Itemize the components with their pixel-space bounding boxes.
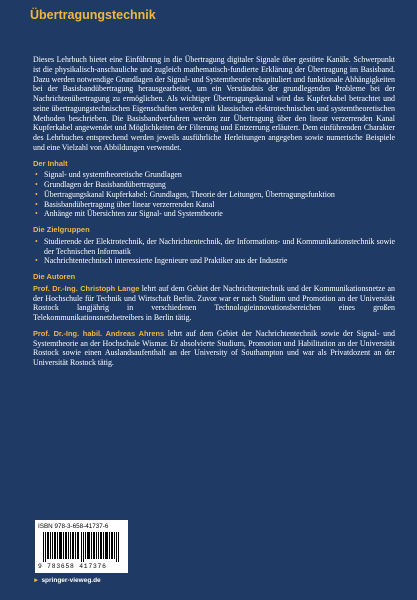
- title-band: [0, 0, 417, 45]
- zielgruppen-list: [33, 237, 395, 266]
- list-item: • Grundlagen der Basisbandübertragung: [33, 180, 395, 190]
- author-1-name: Prof. Dr.-Ing. Christoph Lange: [33, 283, 140, 293]
- list-item: • Nachrichtentechnisch interessierte Ingenieure und Praktiker aus der Industrie: [33, 256, 395, 266]
- publisher-url-text: springer-vieweg.de: [41, 577, 101, 584]
- author-2-bio: [33, 329, 395, 368]
- inhalt-list: [33, 170, 395, 219]
- inhalt-heading: Der Inhalt: [33, 158, 68, 168]
- isbn-barcode-box: [35, 520, 128, 573]
- isbn-label: ISBN 978-3-658-41737-6: [38, 523, 109, 530]
- author-1-bio: [33, 284, 395, 323]
- list-item: • Übertragungskanal Kupferkabel: Grundlagen, Theorie der Leitungen, Übertragungsfunktion: [33, 190, 395, 200]
- autoren-heading: Die Autoren: [33, 272, 76, 281]
- barcode-icon: [43, 532, 121, 562]
- author-1-text: lehrt auf dem Gebiet der Nachrichtentechnik und der Kommunikationsnetze an der Hochschule für Technik und Wirtschaft Berlin. Zuvor war er nach Studium und Promotion an der Universität Rostock langjährig in verschiedenen Technologieinnovationsbereichen eines großen Telekommunikationsnetzbetreibers in Berlin tätig.: [33, 283, 395, 322]
- list-item: • Studierende der Elektrotechnik, der Nachrichtentechnik, der Informations- und Kommunikationstechnik sowie der Technischen Informatik: [33, 237, 395, 257]
- book-title: Übertragungstechnik: [30, 8, 156, 22]
- cover-text: [33, 55, 395, 374]
- author-2-name: Prof. Dr.-Ing. habil. Andreas Ahrens: [33, 328, 165, 338]
- publisher-link[interactable]: [33, 577, 101, 584]
- list-item: • Anhänge mit Übersichten zur Signal- und Systemtheorie: [33, 209, 395, 219]
- list-item: • Signal- und systemtheoretische Grundlagen: [33, 170, 395, 180]
- barcode-digits: 9 783658 417376: [38, 563, 107, 570]
- zielgruppen-heading: Die Zielgruppen: [33, 225, 90, 234]
- author-2-text: lehrt auf dem Gebiet der Nachrichtentechnik sowie der Signal- und Systemtheorie an der Hochschule Wismar. Er absolvierte Studium, Promotion und Habilitation an der Universität Rostock sowie einen Auslandsaufenthalt an der University of Southampton und war als Privatdozent an der Universität Rostock tätig.: [33, 328, 395, 367]
- list-item: • Basisbandübertragung über linear verzerrenden Kanal: [33, 200, 395, 210]
- arrow-icon: ►: [33, 577, 40, 584]
- intro-paragraph: Dieses Lehrbuch bietet eine Einführung in die Übertragung digitaler Signale über gestörte Kanäle. Schwerpunkt ist die physikalisch-anschauliche und zugleich mathematisch-fundierte Erklärung der Übertragung im Basisband. Dazu werden notwendige Grundlagen der Signal- und Systemtheorie rekapituliert und funktionale Abhängigkeiten bei der Basisbandübertragung herausgearbeitet, um ein Verständnis der grundlegenden Probleme bei der Nachrichtenübertragung zu ermöglichen. Als wichtiger Übertragungskanal wird das Kupferkabel betrachtet und seine übertragungstechnischen Eigenschaften werden mit klassischen elektrotechnischen und systemtheoretischen Methoden beschrieben. Die Basisbandverfahren werden zur Übertragung über den linear verzerrenden Kanal Kupferkabel angewendet und Möglichkeiten der Filterung und Entzerrung erläutert. Dem einführenden Charakter des Lehrbuches entsprechend werden jeweils ausführliche Herleitungen angegeben sowie numerische Beispiele und eine Vielzahl von Abbildungen verwendet.: [33, 55, 395, 152]
